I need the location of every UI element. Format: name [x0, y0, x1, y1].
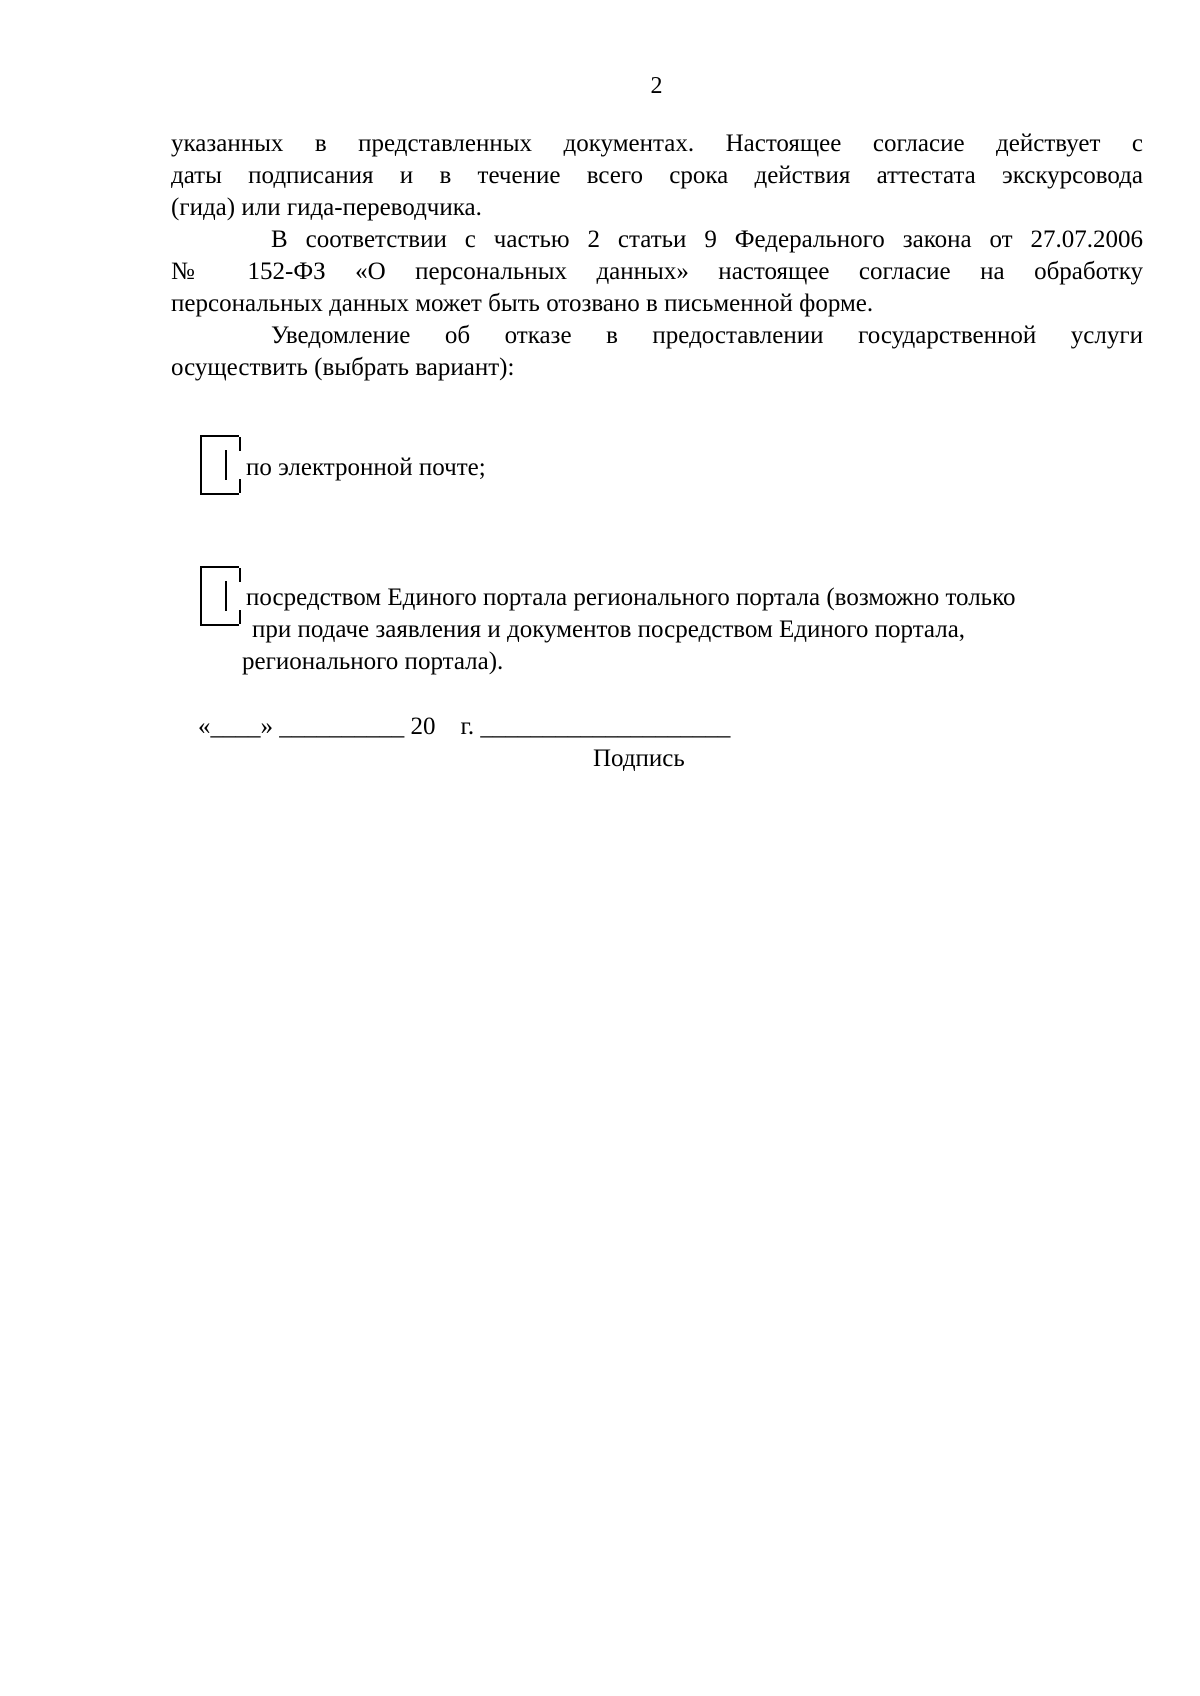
email-option-checkbox[interactable]: [200, 435, 239, 495]
checkbox-mark: [225, 581, 227, 611]
paragraph-notice-line-2: осуществить (выбрать вариант):: [171, 354, 515, 381]
signature-caption: Подпись: [593, 745, 685, 772]
portal-option-checkbox[interactable]: [200, 566, 239, 626]
paragraph-notice-line-1: Уведомление об отказе в предоставлении государственной услуги: [271, 322, 1143, 349]
paragraph-consent-line-3: (гида) или гида-переводчика.: [171, 194, 482, 221]
portal-option-label-line-3: регионального портала).: [242, 648, 504, 675]
email-option-label: по электронной почте;: [246, 454, 486, 481]
page-number: 2: [650, 73, 663, 99]
checkbox-mark: [225, 450, 227, 480]
date-signature-line: «____» __________ 20 г. ____________________: [198, 713, 731, 740]
paragraph-consent-line-1: указанных в представленных документах. Настоящее согласие действует с: [171, 130, 1143, 157]
paragraph-law-line-2: № 152-ФЗ «О персональных данных» настоящее согласие на обработку: [171, 258, 1143, 285]
portal-option-label-line-1: посредством Единого портала регионального портала (возможно только: [246, 584, 1016, 611]
paragraph-consent-line-2: даты подписания и в течение всего срока действия аттестата экскурсовода: [171, 162, 1143, 189]
paragraph-law-line-1: В соответствии с частью 2 статьи 9 Федерального закона от 27.07.2006: [271, 226, 1143, 253]
paragraph-law-line-3: персональных данных может быть отозвано в письменной форме.: [171, 290, 874, 317]
portal-option-label-line-2: при подаче заявления и документов посредством Единого портала,: [252, 616, 966, 643]
